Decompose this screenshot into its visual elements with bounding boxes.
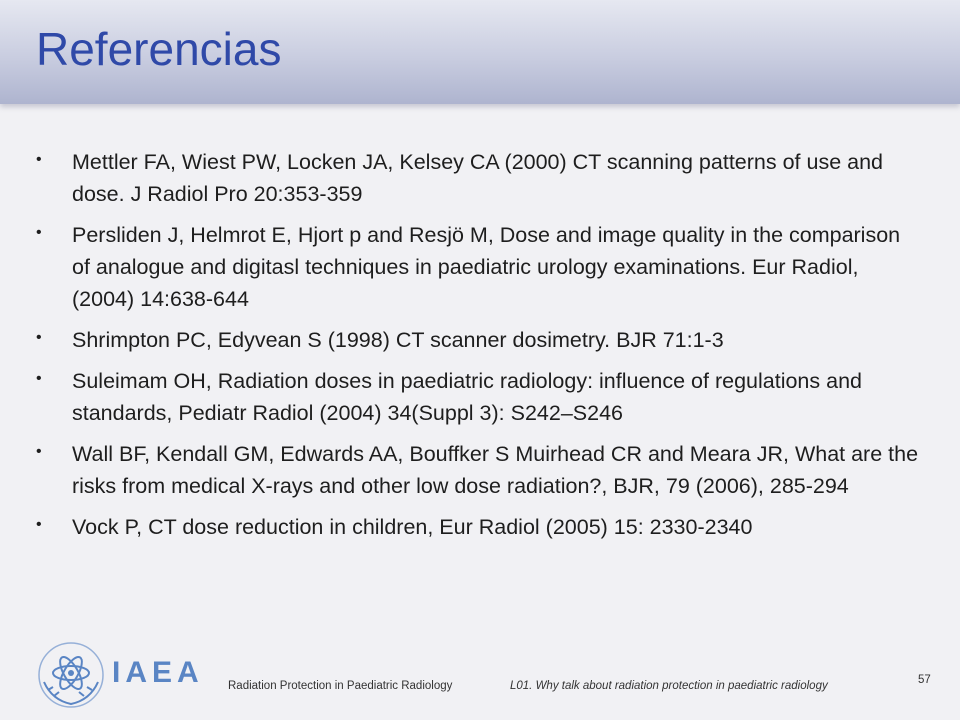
reference-item xyxy=(32,146,922,210)
reference-list xyxy=(32,146,922,552)
bullet-icon: • xyxy=(36,224,42,241)
bullet-icon: • xyxy=(36,151,42,168)
bullet-icon: • xyxy=(36,370,42,387)
logo-text: IAEA xyxy=(112,656,204,689)
footer-course-title: Radiation Protection in Paediatric Radiology xyxy=(228,680,453,692)
iaea-atom-logo-icon xyxy=(36,640,106,710)
reference-item xyxy=(32,365,922,429)
footer-lesson-title: L01. Why talk about radiation protection in paediatric radiology xyxy=(510,680,828,692)
reference-text: Persliden J, Helmrot E, Hjort p and Resjö M, Dose and image quality in the comparison of analogue and digitasl techniques in paediatric urology examinations. Eur Radiol, (2004) 14:638-644 xyxy=(72,223,901,311)
reference-text: Mettler FA, Wiest PW, Locken JA, Kelsey CA (2000) CT scanning patterns of use and dose. J Radiol Pro 20:353-359 xyxy=(72,150,884,206)
reference-text: Suleimam OH, Radiation doses in paediatric radiology: influence of regulations and standards, Pediatr Radiol (2004) 34(Suppl 3): S242–S246 xyxy=(72,369,862,425)
bullet-icon: • xyxy=(36,329,42,346)
slide-footer xyxy=(0,636,960,720)
reference-item xyxy=(32,438,922,502)
reference-text: Vock P, CT dose reduction in children, Eur Radiol (2005) 15: 2330-2340 xyxy=(72,515,753,539)
reference-text: Shrimpton PC, Edyvean S (1998) CT scanner dosimetry. BJR 71:1-3 xyxy=(72,328,724,352)
title-band xyxy=(0,0,960,104)
reference-item xyxy=(32,324,922,356)
reference-text: Wall BF, Kendall GM, Edwards AA, Bouffker S Muirhead CR and Meara JR, What are the risks from medical X-rays and other low dose radiation?, BJR, 79 (2006), 285-294 xyxy=(72,442,919,498)
bullet-icon: • xyxy=(36,443,42,460)
reference-item xyxy=(32,511,922,543)
bullet-icon: • xyxy=(36,516,42,533)
reference-item xyxy=(32,219,922,315)
page-number: 57 xyxy=(918,674,931,686)
slide-title: Referencias xyxy=(36,23,282,75)
